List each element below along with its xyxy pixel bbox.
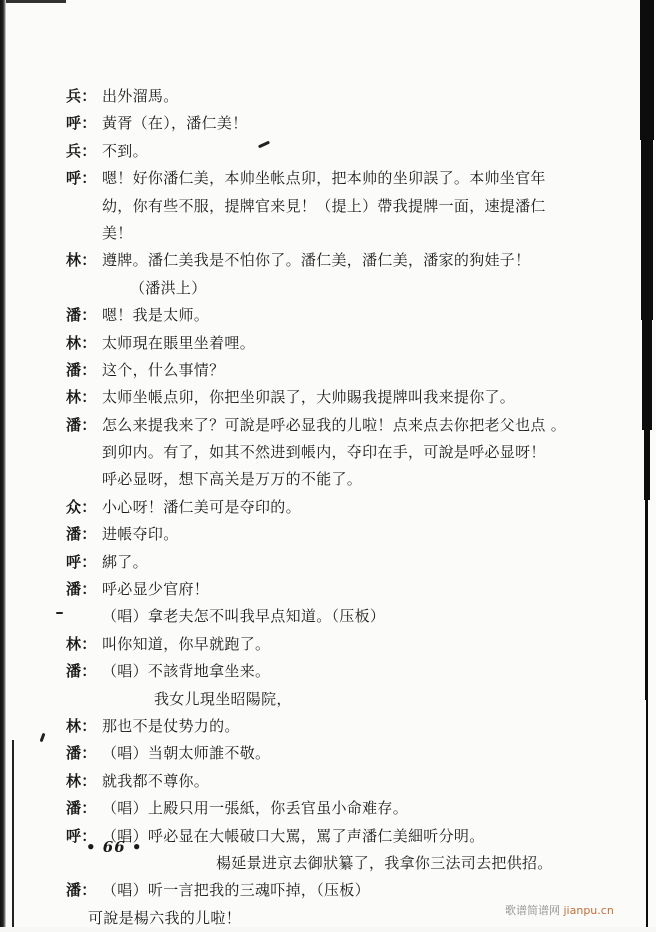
speaker-label: 呼：: [66, 826, 97, 845]
script-line: [66, 165, 626, 192]
line-text: （唱）听一言把我的三魂吓掉，（压板）: [102, 881, 370, 900]
speaker-label: 林：: [66, 716, 97, 735]
scan-pen-mark: [56, 612, 63, 614]
speaker-label: 潘：: [66, 662, 97, 681]
speaker-label: 潘：: [66, 525, 97, 544]
line-text: 太师坐帳点卯，你把坐卯誤了，大帅賜我提牌叫我来提你了。: [102, 388, 516, 407]
line-text: 这个，什么事情？: [102, 360, 225, 379]
script-line: [66, 412, 626, 439]
script-line: [66, 877, 626, 904]
script-line: [66, 494, 626, 521]
script-line: [66, 83, 626, 110]
speaker-label: 潘：: [66, 306, 97, 325]
line-text: （唱）上殿只用一張紙，你丢官虽小命难存。: [102, 799, 409, 818]
line-text: 出外溜馬。: [102, 87, 179, 105]
script-line: [66, 576, 626, 603]
watermark-cn: 歌谱简谱网: [505, 904, 560, 917]
line-text: 呼必显呀，想下高关是万万的不能了。: [102, 470, 363, 489]
script-line: [66, 768, 626, 795]
line-text: （唱）不該背地拿坐来。: [102, 662, 271, 681]
speaker-label: 林：: [66, 251, 97, 270]
line-text: 怎么来提我来了？可說是呼必显我的儿啦！点来点去你把老父也点 。: [102, 415, 567, 434]
line-text: （唱）拿老夫怎不叫我早点知道。（压板）: [102, 607, 386, 626]
page-left-edge-line: [12, 740, 14, 927]
script-line: [66, 631, 626, 658]
line-text: 那也不是仗势力的。: [102, 716, 240, 735]
sung-line-continuation: [66, 850, 626, 877]
line-text: 幼，你有些不服，提牌官来見！（提上）帶我提牌一面，速提潘仁: [102, 196, 546, 215]
script-line: [66, 357, 626, 384]
sung-line: [66, 603, 626, 630]
script-text-body: [66, 83, 626, 932]
script-line: [66, 330, 626, 357]
script-line: [66, 384, 626, 411]
speaker-label: 潘：: [66, 580, 97, 599]
stage-direction: [66, 275, 626, 302]
speaker-label: 众：: [66, 497, 97, 516]
line-text: （潘洪上）: [130, 278, 207, 297]
site-watermark: [505, 902, 614, 918]
script-line: [66, 110, 626, 137]
line-text: 进帳夺印。: [102, 525, 179, 544]
line-text: 楊延景进京去御狀纂了，我拿你三法司去把供招。: [216, 853, 553, 872]
line-text: 就我都不尊你。: [102, 771, 210, 790]
line-text: 小心呀！潘仁美可是夺印的。: [102, 497, 301, 516]
speaker-label: 呼：: [66, 552, 97, 571]
line-text: 到卯内。有了，如其不然进到帳内，夺印在手，可說是呼必显呀！: [102, 443, 546, 462]
line-text: 叫你知道，你早就跑了。: [102, 634, 271, 653]
speaker-label: 林：: [66, 333, 97, 352]
script-line: [66, 823, 626, 850]
line-text: （唱）当朝太师誰不敬。: [102, 744, 271, 763]
speaker-label: 林：: [66, 634, 97, 653]
script-line-continuation: [66, 220, 626, 247]
script-line: [66, 713, 626, 740]
scan-pen-mark: [40, 733, 46, 742]
line-text: 黃胥（在），潘仁美！: [102, 114, 248, 133]
script-line: [66, 521, 626, 548]
speaker-label: 潘：: [66, 799, 97, 818]
line-text: 呼必显少官府！: [102, 580, 210, 599]
scan-smudge: [6, 0, 66, 3]
line-text: 嗯！我是太师。: [102, 306, 210, 325]
speaker-label: 呼：: [66, 114, 97, 133]
page-number: • 66 •: [86, 838, 143, 856]
script-line-continuation: [66, 193, 626, 220]
speaker-label: 潘：: [66, 881, 97, 900]
script-line: [66, 549, 626, 576]
script-line: [66, 247, 626, 274]
page-right-edge-shadow: [638, 0, 656, 927]
speaker-label: 兵：: [66, 87, 97, 105]
sung-line-continuation: [66, 686, 626, 713]
script-line: [66, 302, 626, 329]
speaker-label: 林：: [66, 388, 97, 407]
line-text: 我女儿現坐昭陽院，: [154, 689, 292, 708]
script-line: [66, 658, 626, 685]
line-text: 遵牌。潘仁美我是不怕你了。潘仁美，潘仁美，潘家的狗娃子！: [102, 251, 531, 270]
script-line-continuation: [66, 439, 626, 466]
speaker-label: 林：: [66, 771, 97, 790]
line-text: 太师現在賬里坐着哩。: [102, 333, 256, 352]
line-text: （唱）呼必显在大帳破口大罵，罵了声潘仁美細听分明。: [102, 826, 485, 845]
script-line: [66, 740, 626, 767]
speaker-label: 兵：: [66, 141, 97, 160]
speaker-label: 潘：: [66, 360, 97, 379]
line-text: 不到。: [102, 141, 148, 160]
line-text: 嗯！好你潘仁美，本帅坐帐点卯，把本帅的坐卯誤了。本帅坐官年: [102, 169, 546, 188]
speaker-label: 呼：: [66, 169, 97, 188]
script-line: [66, 138, 626, 165]
watermark-en: jianpu.cn: [563, 904, 614, 917]
line-text: 可說是楊六我的儿啦！: [88, 908, 242, 927]
script-line: [66, 795, 626, 822]
line-text: 美！: [102, 223, 133, 242]
page-left-edge-shadow: [0, 0, 6, 927]
line-text: 綁了。: [102, 552, 148, 571]
script-line-continuation: [66, 466, 626, 493]
speaker-label: 潘：: [66, 415, 97, 434]
speaker-label: 潘：: [66, 744, 97, 763]
